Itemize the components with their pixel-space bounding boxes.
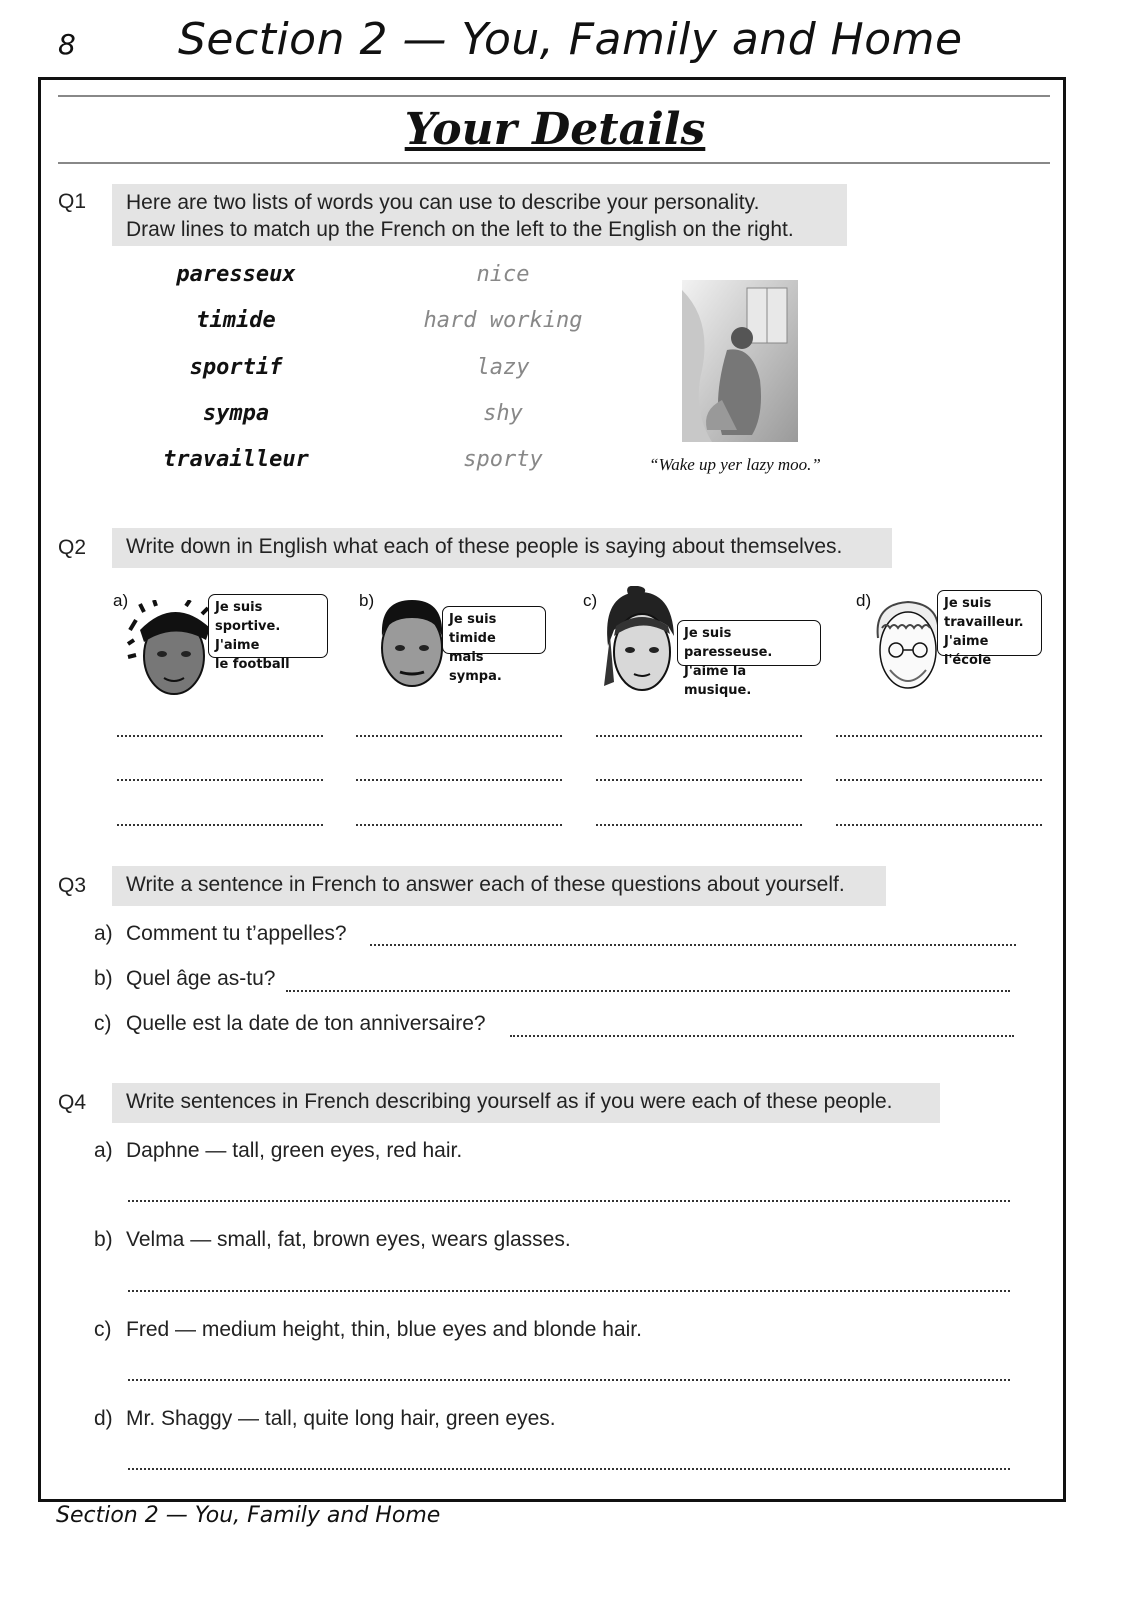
q4-item-label: c) <box>94 1318 112 1341</box>
speech-line: le football <box>215 657 290 672</box>
q4-answer-line[interactable] <box>128 1379 1010 1381</box>
french-word[interactable]: sportif <box>189 355 283 380</box>
answer-line-b2[interactable] <box>356 779 562 781</box>
french-word[interactable]: travailleur <box>163 447 309 472</box>
english-word[interactable]: lazy <box>476 355 530 380</box>
q1-instruction-line1: Here are two lists of words you can use to describe your personality. <box>126 191 760 214</box>
q4-answer-line[interactable] <box>128 1468 1010 1470</box>
face-a-icon <box>126 600 216 700</box>
answer-line-c1[interactable] <box>596 735 802 737</box>
section-title: Section 2 — You, Family and Home <box>178 14 963 65</box>
title-rule-top <box>58 95 1050 97</box>
worksheet-frame <box>38 77 1066 1502</box>
q4-answer-line[interactable] <box>128 1200 1010 1202</box>
q3-answer-line[interactable] <box>286 990 1010 992</box>
face-b-icon <box>376 596 448 692</box>
q3-instruction: Write a sentence in French to answer each of these questions about yourself. <box>112 866 886 906</box>
person-label: c) <box>583 591 598 610</box>
person-label: a) <box>113 591 129 610</box>
q2-label: Q2 <box>58 536 87 559</box>
speech-line: sportive. J'aime <box>215 619 281 653</box>
french-word[interactable]: paresseux <box>176 262 296 287</box>
answer-line-a3[interactable] <box>117 824 323 826</box>
q1-instruction <box>112 184 847 246</box>
speech-line: J'aime l'école <box>944 634 992 668</box>
speech-line: mais sympa. <box>449 650 502 684</box>
answer-line-d2[interactable] <box>836 779 1042 781</box>
q3-item-label: a) <box>94 922 113 945</box>
q1-instruction-line2: Draw lines to match up the French on the left to the English on the right. <box>126 218 794 241</box>
q4-description: Fred — medium height, thin, blue eyes and blonde hair. <box>126 1318 642 1341</box>
person-label: b) <box>359 591 375 610</box>
speech-line: Je suis <box>944 596 992 611</box>
english-word[interactable]: sporty <box>463 447 543 472</box>
q4-item-label: a) <box>94 1139 113 1162</box>
face-c-icon <box>598 586 682 698</box>
answer-line-b1[interactable] <box>356 735 562 737</box>
person-label: d) <box>856 591 872 610</box>
speech-line: J'aime la musique. <box>684 664 752 698</box>
speech-bubble <box>442 606 546 684</box>
french-word[interactable]: sympa <box>202 401 270 426</box>
french-word[interactable]: timide <box>196 308 276 333</box>
q4-item-label: b) <box>94 1228 113 1251</box>
q3-question: Comment tu t’appelles? <box>126 922 347 945</box>
page-number: 8 <box>58 28 76 61</box>
q3-question: Quel âge as-tu? <box>126 967 276 990</box>
answer-line-a1[interactable] <box>117 735 323 737</box>
answer-line-b3[interactable] <box>356 824 562 826</box>
face-d-icon <box>872 598 944 694</box>
speech-line: travailleur. <box>944 615 1024 630</box>
english-word[interactable]: nice <box>476 262 530 287</box>
q4-answer-line[interactable] <box>128 1290 1010 1292</box>
speech-line: Je suis paresseuse. <box>684 626 773 660</box>
english-word[interactable]: shy <box>483 401 523 426</box>
q3-answer-line[interactable] <box>510 1035 1014 1037</box>
page-title: Your Details <box>404 104 706 155</box>
title-rule-bottom <box>58 162 1050 164</box>
q4-description: Daphne — tall, green eyes, red hair. <box>126 1139 463 1162</box>
q3-label: Q3 <box>58 874 87 897</box>
speech-bubble <box>937 590 1042 668</box>
q3-item-label: b) <box>94 967 113 990</box>
q2-instruction: Write down in English what each of these people is saying about themselves. <box>112 528 892 568</box>
answer-line-c3[interactable] <box>596 824 802 826</box>
lazy-person-illustration <box>682 280 798 442</box>
q4-instruction: Write sentences in French describing yourself as if you were each of these people. <box>112 1083 940 1123</box>
q4-label: Q4 <box>58 1091 87 1114</box>
answer-line-d1[interactable] <box>836 735 1042 737</box>
q3-item-label: c) <box>94 1012 112 1035</box>
answer-line-a2[interactable] <box>117 779 323 781</box>
answer-line-c2[interactable] <box>596 779 802 781</box>
q1-label: Q1 <box>58 190 87 213</box>
speech-bubble <box>677 620 821 698</box>
english-word[interactable]: hard working <box>423 308 583 333</box>
illustration-caption: “Wake up yer lazy moo.” <box>649 455 821 474</box>
q3-question: Quelle est la date de ton anniversaire? <box>126 1012 486 1035</box>
q4-item-label: d) <box>94 1407 113 1430</box>
q4-description: Mr. Shaggy — tall, quite long hair, green eyes. <box>126 1407 556 1430</box>
q3-answer-line[interactable] <box>370 944 1016 946</box>
answer-line-d3[interactable] <box>836 824 1042 826</box>
speech-bubble <box>208 594 328 672</box>
speech-line: Je suis timide <box>449 612 497 646</box>
footer-section-title: Section 2 — You, Family and Home <box>56 1503 441 1528</box>
q4-description: Velma — small, fat, brown eyes, wears glasses. <box>126 1228 571 1251</box>
speech-line: Je suis <box>215 600 263 615</box>
